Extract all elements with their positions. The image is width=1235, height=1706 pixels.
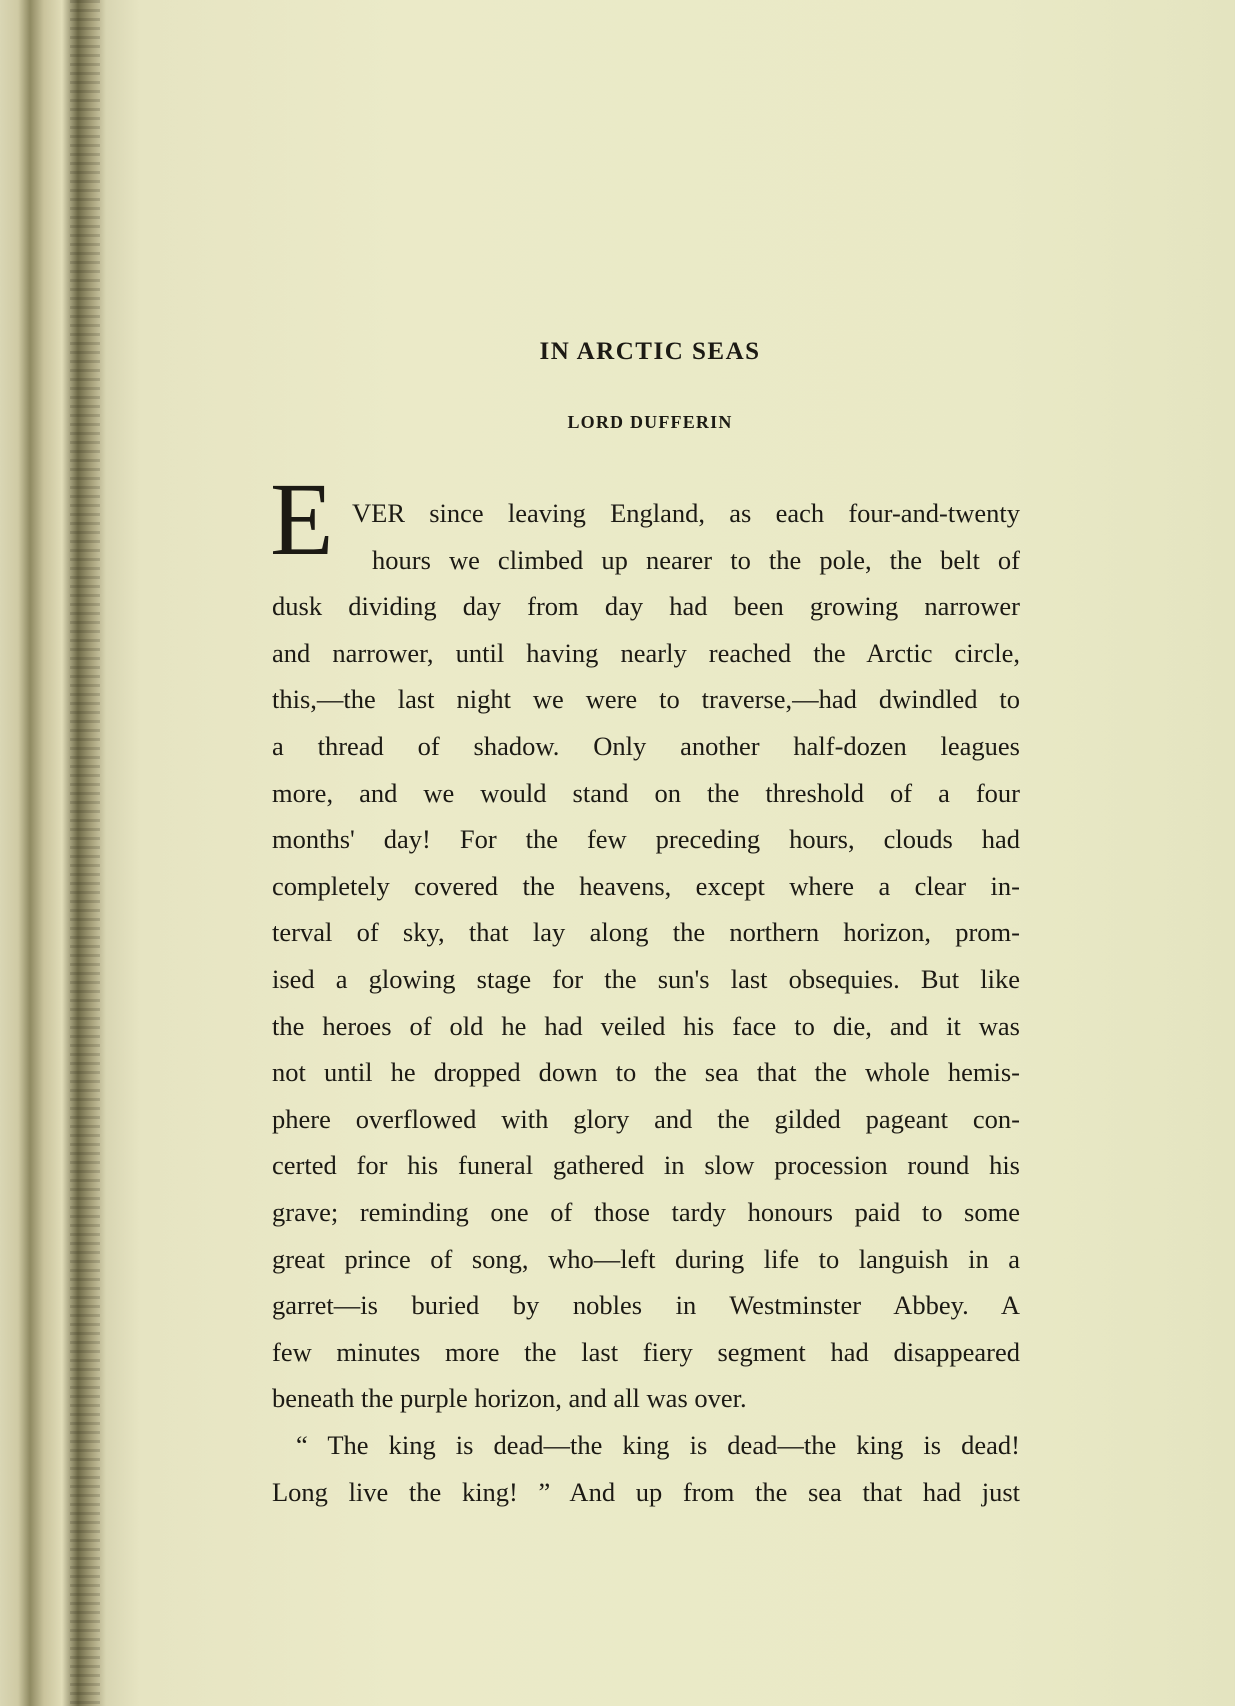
text-line: the heroes of old he had veiled his face to die, and it was [272, 1010, 1020, 1041]
text-line: terval of sky, that lay along the northern horizon, prom- [272, 917, 1020, 948]
text-line: more, and we would stand on the threshold of a four [272, 777, 1020, 808]
text-line: great prince of song, who—left during life to languish in a [272, 1243, 1020, 1274]
text-line: and narrower, until having nearly reached the Arctic circle, [272, 637, 1020, 668]
book-binding [70, 0, 100, 1706]
text-line: Long live the king! ” And up from the sea that had just [272, 1476, 1020, 1507]
text-line: garret—is buried by nobles in Westminster Abbey. A [272, 1290, 1020, 1321]
text-line: a thread of shadow. Only another half-dozen leagues [272, 731, 1020, 761]
text-line: months' day! For the few preceding hours, clouds had [272, 824, 1020, 855]
text-line: dusk dividing day from day had been growing narrower [272, 591, 1020, 622]
text-line: beneath the purple horizon, and all was over. [272, 1383, 747, 1414]
text-line: ised a glowing stage for the sun's last obsequies. But like [272, 964, 1020, 994]
text-line: completely covered the heavens, except where a clear in- [272, 870, 1020, 901]
text-line: VER since leaving England, as each four-and-twenty [352, 498, 1020, 528]
text-line: few minutes more the last fiery segment had disappeared [272, 1336, 1020, 1367]
chapter-title: IN ARCTIC SEAS [539, 338, 761, 365]
text-line: “ The king is dead—the king is dead—the king is dead! [296, 1430, 1020, 1460]
author-name: LORD DUFFERIN [567, 412, 733, 432]
text-line: phere overflowed with glory and the gilded pageant con- [272, 1103, 1020, 1134]
text-line: not until he dropped down to the sea that the whole hemis- [272, 1057, 1020, 1088]
text-line: certed for his funeral gathered in slow procession round his [272, 1150, 1020, 1181]
text-line: grave; reminding one of those tardy honours paid to some [272, 1197, 1020, 1227]
text-line: this,—the last night we were to traverse,—had dwindled to [272, 684, 1020, 715]
drop-cap: E [270, 462, 334, 577]
text-line: hours we climbed up nearer to the pole, the belt of [372, 544, 1020, 575]
